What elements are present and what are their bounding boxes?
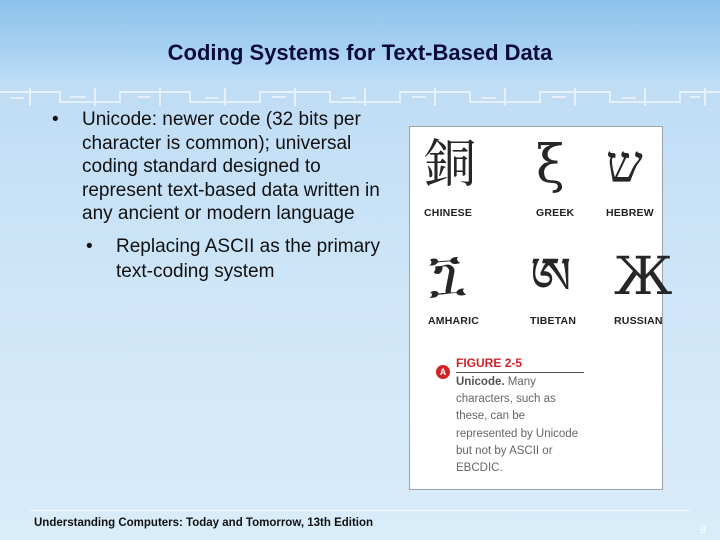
figure-cell-hebrew	[606, 133, 690, 219]
chinese-glyph: 銅	[424, 135, 477, 195]
language-label: HEBREW	[606, 207, 654, 219]
unicode-figure	[409, 126, 673, 490]
figure-divider	[456, 372, 584, 373]
hebrew-glyph: ש	[606, 135, 643, 195]
sub-bullet-text: Replacing ASCII as the primary text-coding system	[116, 235, 381, 282]
page-number: 9	[699, 524, 706, 536]
language-label: TIBETAN	[530, 315, 577, 327]
bullet-item-unicode	[52, 108, 397, 226]
amharic-glyph: ጟ	[428, 247, 467, 307]
bullet-text: Unicode: newer code (32 bits per character is common); universal coding standard designed to represent text-based data written in any ancient or modern language	[82, 109, 380, 224]
footer-divider	[30, 510, 690, 511]
russian-glyph: Ж	[614, 247, 673, 307]
figure-number: 2-5	[504, 356, 523, 370]
figure-word: FIGURE	[456, 356, 502, 370]
figure-cell-tibetan	[530, 245, 614, 327]
figure-cell-amharic	[428, 245, 512, 327]
circuit-pattern-band	[0, 86, 720, 108]
caption-lead: Unicode.	[456, 376, 505, 388]
figure-caption	[456, 374, 586, 477]
greek-glyph: ξ	[536, 135, 565, 195]
language-label: AMHARIC	[428, 315, 479, 327]
bullet-marker: •	[52, 109, 59, 130]
tibetan-glyph: ཨ	[530, 247, 572, 307]
language-label: CHINESE	[424, 207, 473, 219]
sub-bullet-item-ascii	[52, 234, 397, 284]
figure-cell-chinese	[424, 133, 508, 219]
bullet-list	[52, 108, 397, 284]
language-label: RUSSIAN	[614, 315, 663, 327]
bullet-marker: •	[86, 235, 93, 257]
figure-number-label	[456, 356, 522, 370]
slide-title: Coding Systems for Text-Based Data	[167, 40, 553, 65]
footer-text: Understanding Computers: Today and Tomorrow, 13th Edition	[34, 517, 374, 529]
language-label: GREEK	[536, 207, 575, 219]
caption-text: Many characters, such as these, can be represented by Unicode but not by ASCII or EBCDIC.	[456, 376, 579, 475]
figure-a-icon: A	[436, 365, 450, 379]
figure-cell-russian	[614, 245, 698, 327]
